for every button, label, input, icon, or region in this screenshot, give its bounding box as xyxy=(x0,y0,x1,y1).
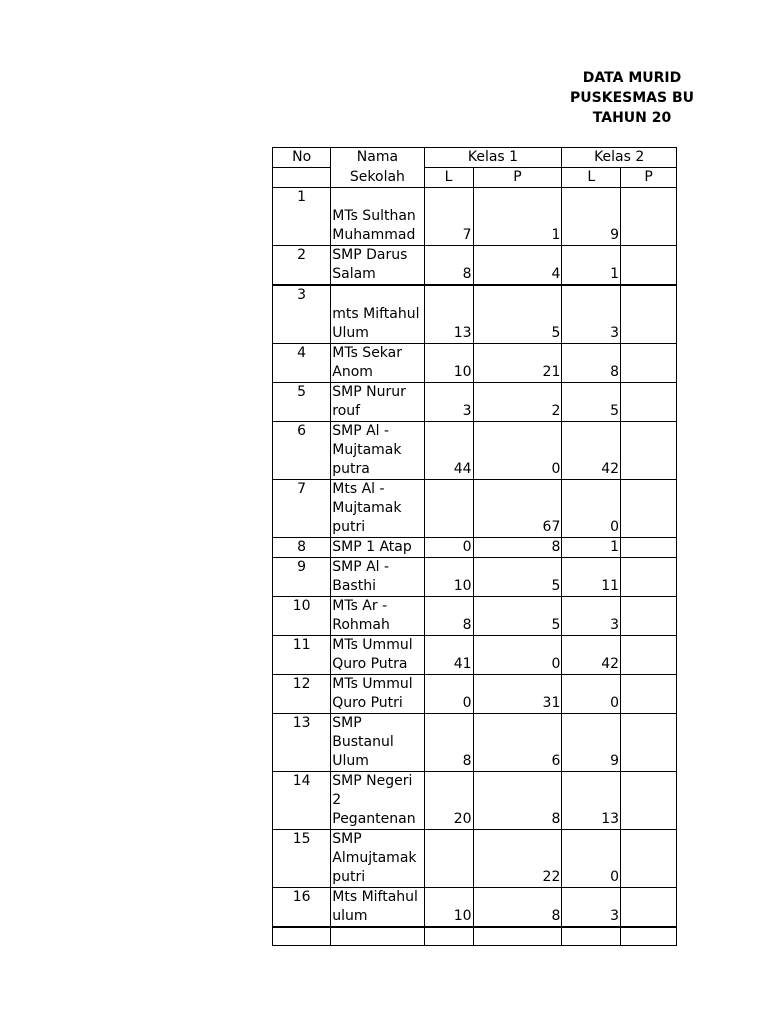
table-row xyxy=(273,596,677,635)
table-row xyxy=(273,421,677,479)
kelas1-p-value: 5 xyxy=(473,285,562,343)
kelas1-l-value xyxy=(424,479,473,537)
table-row xyxy=(273,343,677,382)
kelas1-l-value: 20 xyxy=(424,771,473,829)
kelas1-l-value: 41 xyxy=(424,635,473,674)
kelas2-p-value xyxy=(621,537,677,557)
kelas1-l-value: 8 xyxy=(424,713,473,771)
table-row xyxy=(273,674,677,713)
kelas1-p-value: 21 xyxy=(473,343,562,382)
empty-cell xyxy=(473,927,562,946)
table-row xyxy=(273,285,677,343)
kelas1-l-value: 13 xyxy=(424,285,473,343)
school-name: MTs Ar - Rohmah xyxy=(331,596,424,635)
row-number: 9 xyxy=(273,557,331,596)
kelas2-l-value: 13 xyxy=(562,771,621,829)
kelas1-p-value: 8 xyxy=(473,537,562,557)
row-number: 13 xyxy=(273,713,331,771)
kelas2-p-value xyxy=(621,246,677,286)
school-name: MTs Ummul Quro Putri xyxy=(331,674,424,713)
kelas1-l-value: 8 xyxy=(424,246,473,286)
school-name: MTs Sekar Anom xyxy=(331,343,424,382)
kelas1-l-value: 3 xyxy=(424,382,473,421)
kelas2-p-value xyxy=(621,771,677,829)
table-row xyxy=(273,382,677,421)
school-name: mts Miftahul Ulum xyxy=(331,285,424,343)
school-name: Mts Al - Mujtamak putri xyxy=(331,479,424,537)
empty-cell xyxy=(424,927,473,946)
table-row xyxy=(273,188,677,246)
school-name: SMP Nurur rouf xyxy=(331,382,424,421)
kelas2-p-value xyxy=(621,188,677,246)
kelas1-p-value: 0 xyxy=(473,421,562,479)
empty-cell xyxy=(331,927,424,946)
kelas1-p-value: 4 xyxy=(473,246,562,286)
kelas2-p-value xyxy=(621,829,677,887)
header-kelas1-l: L xyxy=(424,168,473,188)
kelas2-l-value: 0 xyxy=(562,829,621,887)
kelas2-p-value xyxy=(621,713,677,771)
kelas2-l-value: 42 xyxy=(562,635,621,674)
kelas2-l-value: 42 xyxy=(562,421,621,479)
school-name: Mts Miftahul ulum xyxy=(331,887,424,927)
table-row xyxy=(273,713,677,771)
table-row xyxy=(273,479,677,537)
kelas1-l-value: 10 xyxy=(424,343,473,382)
row-number: 3 xyxy=(273,285,331,343)
row-number: 8 xyxy=(273,537,331,557)
school-name: MTs Ummul Quro Putra xyxy=(331,635,424,674)
kelas2-p-value xyxy=(621,887,677,927)
school-name: SMP Al - Mujtamak putra xyxy=(331,421,424,479)
student-data-table xyxy=(272,147,677,946)
kelas1-l-value: 0 xyxy=(424,674,473,713)
kelas1-l-value: 7 xyxy=(424,188,473,246)
page-title-line-3: TAHUN 20 xyxy=(592,110,672,126)
header-no: No xyxy=(273,148,331,168)
page-title-line-1: DATA MURID xyxy=(582,70,682,86)
kelas2-p-value xyxy=(621,285,677,343)
kelas1-l-value xyxy=(424,829,473,887)
page-title-line-2: PUSKESMAS BU xyxy=(570,90,694,106)
kelas2-p-value xyxy=(621,421,677,479)
row-number: 15 xyxy=(273,829,331,887)
kelas1-p-value: 67 xyxy=(473,479,562,537)
table-row xyxy=(273,887,677,927)
table-row-empty xyxy=(273,927,677,946)
school-name: SMP Negeri 2 Pegantenan xyxy=(331,771,424,829)
kelas1-p-value: 5 xyxy=(473,557,562,596)
kelas2-l-value: 3 xyxy=(562,596,621,635)
kelas1-p-value: 22 xyxy=(473,829,562,887)
empty-cell xyxy=(273,927,331,946)
kelas1-l-value: 44 xyxy=(424,421,473,479)
row-number: 14 xyxy=(273,771,331,829)
kelas2-l-value: 1 xyxy=(562,537,621,557)
empty-cell xyxy=(562,927,621,946)
kelas2-l-value: 8 xyxy=(562,343,621,382)
header-no-cont xyxy=(273,168,331,188)
kelas1-l-value: 0 xyxy=(424,537,473,557)
header-kelas-2: Kelas 2 xyxy=(562,148,677,168)
header-kelas2-l: L xyxy=(562,168,621,188)
school-name: SMP 1 Atap xyxy=(331,537,424,557)
kelas2-l-value: 1 xyxy=(562,246,621,286)
kelas2-l-value: 0 xyxy=(562,674,621,713)
kelas1-l-value: 10 xyxy=(424,887,473,927)
kelas2-p-value xyxy=(621,596,677,635)
kelas2-l-value: 3 xyxy=(562,887,621,927)
kelas1-l-value: 10 xyxy=(424,557,473,596)
header-kelas-1: Kelas 1 xyxy=(424,148,562,168)
row-number: 5 xyxy=(273,382,331,421)
empty-cell xyxy=(621,927,677,946)
row-number: 6 xyxy=(273,421,331,479)
row-number: 11 xyxy=(273,635,331,674)
header-kelas1-p: P xyxy=(473,168,562,188)
kelas2-l-value: 0 xyxy=(562,479,621,537)
row-number: 16 xyxy=(273,887,331,927)
header-nama-line2: Sekolah xyxy=(331,168,424,188)
kelas1-p-value: 8 xyxy=(473,887,562,927)
row-number: 7 xyxy=(273,479,331,537)
kelas1-l-value: 8 xyxy=(424,596,473,635)
kelas2-p-value xyxy=(621,382,677,421)
kelas2-l-value: 9 xyxy=(562,188,621,246)
kelas2-p-value xyxy=(621,479,677,537)
kelas1-p-value: 0 xyxy=(473,635,562,674)
table-row xyxy=(273,635,677,674)
row-number: 4 xyxy=(273,343,331,382)
table-row xyxy=(273,829,677,887)
school-name: MTs Sulthan Muhammad xyxy=(331,188,424,246)
kelas1-p-value: 5 xyxy=(473,596,562,635)
table-row xyxy=(273,537,677,557)
school-name: SMP Darus Salam xyxy=(331,246,424,286)
kelas1-p-value: 1 xyxy=(473,188,562,246)
table-row xyxy=(273,246,677,286)
row-number: 10 xyxy=(273,596,331,635)
school-name: SMP Bustanul Ulum xyxy=(331,713,424,771)
table-row xyxy=(273,771,677,829)
kelas1-p-value: 8 xyxy=(473,771,562,829)
school-name: SMP Almujtamak putri xyxy=(331,829,424,887)
table-row xyxy=(273,557,677,596)
kelas2-l-value: 3 xyxy=(562,285,621,343)
kelas2-l-value: 5 xyxy=(562,382,621,421)
row-number: 12 xyxy=(273,674,331,713)
row-number: 2 xyxy=(273,246,331,286)
school-name: SMP Al - Basthi xyxy=(331,557,424,596)
header-nama-line1: Nama xyxy=(331,148,424,168)
kelas1-p-value: 2 xyxy=(473,382,562,421)
kelas1-p-value: 31 xyxy=(473,674,562,713)
kelas2-l-value: 11 xyxy=(562,557,621,596)
kelas2-p-value xyxy=(621,635,677,674)
kelas1-p-value: 6 xyxy=(473,713,562,771)
header-kelas2-p: P xyxy=(621,168,677,188)
row-number: 1 xyxy=(273,188,331,246)
kelas2-l-value: 9 xyxy=(562,713,621,771)
kelas2-p-value xyxy=(621,343,677,382)
kelas2-p-value xyxy=(621,557,677,596)
kelas2-p-value xyxy=(621,674,677,713)
